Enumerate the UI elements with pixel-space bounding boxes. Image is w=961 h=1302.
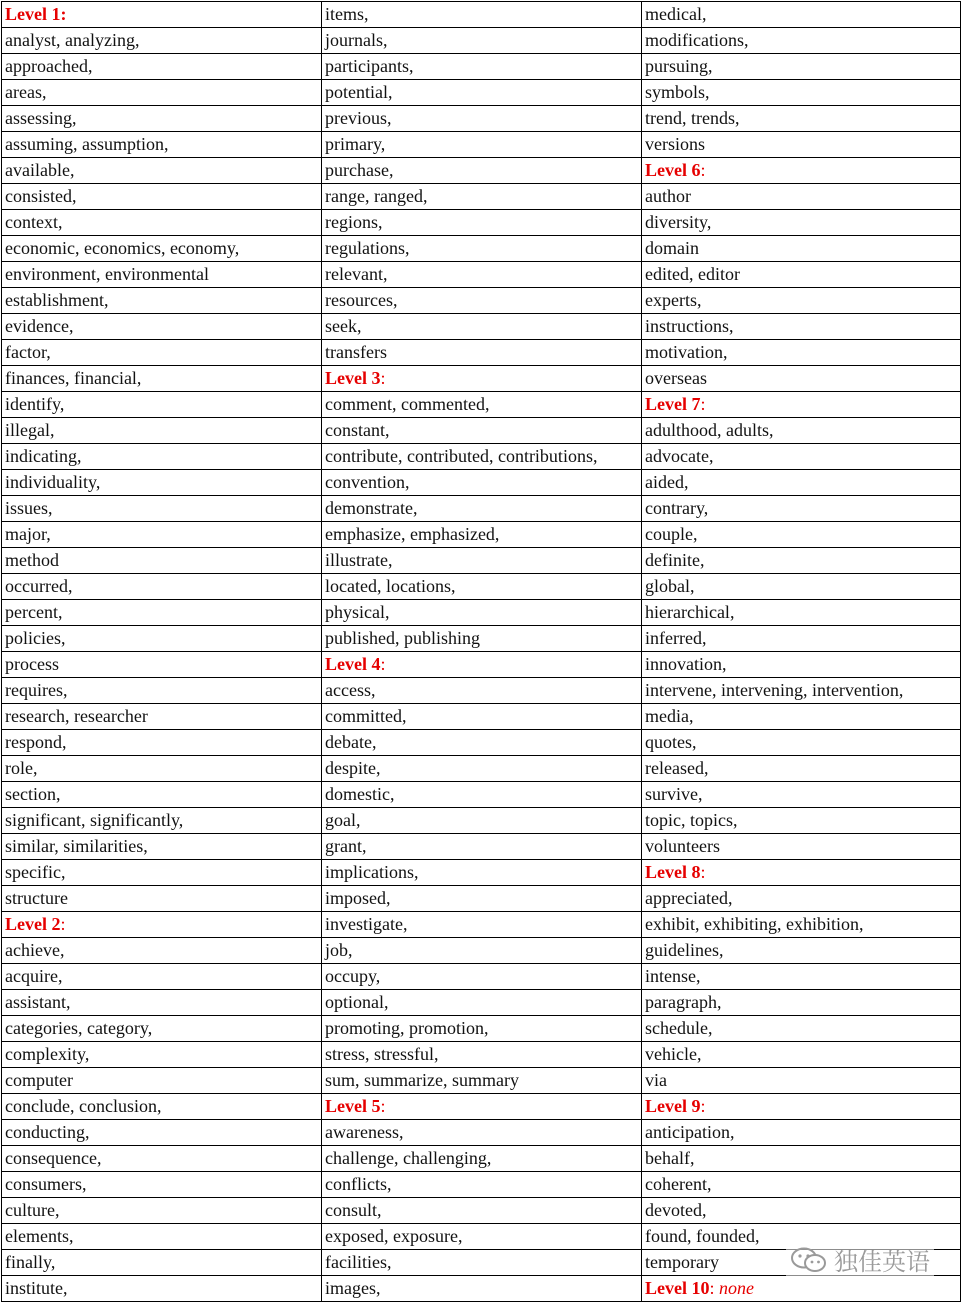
table-row: [2, 366, 961, 392]
word-cell: comment, commented,: [322, 392, 642, 418]
table-row: [2, 574, 961, 600]
word-cell: policies,: [2, 626, 322, 652]
word-cell: survive,: [642, 782, 961, 808]
level-heading-cell: [642, 392, 961, 418]
table-row: [2, 392, 961, 418]
table-row: [2, 418, 961, 444]
word-cell: evidence,: [2, 314, 322, 340]
word-cell: primary,: [322, 132, 642, 158]
level-separator: :: [700, 1096, 706, 1116]
word-cell: versions: [642, 132, 961, 158]
level-separator: :: [709, 1278, 720, 1298]
word-cell: exhibit, exhibiting, exhibition,: [642, 912, 961, 938]
table-row: [2, 106, 961, 132]
word-cell: stress, stressful,: [322, 1042, 642, 1068]
table-row: [2, 522, 961, 548]
word-cell: published, publishing: [322, 626, 642, 652]
word-cell: job,: [322, 938, 642, 964]
word-cell: anticipation,: [642, 1120, 961, 1146]
word-cell: illegal,: [2, 418, 322, 444]
word-cell: assessing,: [2, 106, 322, 132]
word-cell: edited, editor: [642, 262, 961, 288]
table-row: [2, 600, 961, 626]
word-cell: areas,: [2, 80, 322, 106]
word-cell: respond,: [2, 730, 322, 756]
word-cell: identify,: [2, 392, 322, 418]
word-cell: role,: [2, 756, 322, 782]
table-row: [2, 496, 961, 522]
word-cell: indicating,: [2, 444, 322, 470]
word-cell: implications,: [322, 860, 642, 886]
word-cell: complexity,: [2, 1042, 322, 1068]
watermark: [786, 1242, 934, 1277]
word-cell: occurred,: [2, 574, 322, 600]
word-cell: temporary: [642, 1250, 961, 1276]
level-separator: :: [380, 1096, 386, 1116]
level-label: Level 8: [645, 862, 701, 882]
word-cell: consult,: [322, 1198, 642, 1224]
word-cell: major,: [2, 522, 322, 548]
word-cell: definite,: [642, 548, 961, 574]
word-cell: despite,: [322, 756, 642, 782]
word-cell: participants,: [322, 54, 642, 80]
word-cell: quotes,: [642, 730, 961, 756]
word-cell: individuality,: [2, 470, 322, 496]
word-cell: computer: [2, 1068, 322, 1094]
word-cell: grant,: [322, 834, 642, 860]
level-separator: :: [380, 654, 386, 674]
table-row: [2, 652, 961, 678]
word-cell: constant,: [322, 418, 642, 444]
level-heading-cell: [2, 2, 322, 28]
word-cell: innovation,: [642, 652, 961, 678]
level-label: Level 10: [645, 1278, 710, 1298]
level-separator: :: [700, 160, 706, 180]
word-cell: seek,: [322, 314, 642, 340]
word-cell: located, locations,: [322, 574, 642, 600]
word-cell: found, founded,: [642, 1224, 961, 1250]
word-cell: debate,: [322, 730, 642, 756]
table-row: [2, 1120, 961, 1146]
word-cell: previous,: [322, 106, 642, 132]
word-cell: media,: [642, 704, 961, 730]
word-cell: emphasize, emphasized,: [322, 522, 642, 548]
level-heading-cell: [642, 1276, 961, 1302]
table-row: [2, 236, 961, 262]
word-cell: specific,: [2, 860, 322, 886]
word-cell: behalf,: [642, 1146, 961, 1172]
word-cell: consisted,: [2, 184, 322, 210]
word-cell: committed,: [322, 704, 642, 730]
word-cell: requires,: [2, 678, 322, 704]
word-cell: adulthood, adults,: [642, 418, 961, 444]
level-separator: :: [60, 4, 67, 24]
word-cell: contribute, contributed, contributions,: [322, 444, 642, 470]
word-cell: domestic,: [322, 782, 642, 808]
table-row: [2, 990, 961, 1016]
word-cell: regions,: [322, 210, 642, 236]
level-heading-cell: [322, 366, 642, 392]
level-heading-cell: [642, 860, 961, 886]
level-separator: :: [700, 862, 706, 882]
word-cell: available,: [2, 158, 322, 184]
word-cell: devoted,: [642, 1198, 961, 1224]
word-cell: transfers: [322, 340, 642, 366]
level-label: Level 4: [325, 654, 381, 674]
word-cell: section,: [2, 782, 322, 808]
word-cell: promoting, promotion,: [322, 1016, 642, 1042]
table-row: [2, 704, 961, 730]
word-cell: author: [642, 184, 961, 210]
table-row: [2, 28, 961, 54]
table-row: [2, 912, 961, 938]
table-row: [2, 132, 961, 158]
table-row: [2, 626, 961, 652]
table-row: [2, 938, 961, 964]
table-row: [2, 860, 961, 886]
table-row: [2, 1016, 961, 1042]
word-cell: global,: [642, 574, 961, 600]
level-label: Level 5: [325, 1096, 381, 1116]
word-cell: diversity,: [642, 210, 961, 236]
table-row: [2, 80, 961, 106]
word-cell: experts,: [642, 288, 961, 314]
word-cell: awareness,: [322, 1120, 642, 1146]
word-cell: motivation,: [642, 340, 961, 366]
table-row: [2, 548, 961, 574]
table-row: [2, 158, 961, 184]
word-cell: sum, summarize, summary: [322, 1068, 642, 1094]
wechat-icon: [790, 1246, 828, 1274]
word-cell: intervene, intervening, intervention,: [642, 678, 961, 704]
word-cell: symbols,: [642, 80, 961, 106]
table-row: [2, 262, 961, 288]
table-row: [2, 340, 961, 366]
word-cell: optional,: [322, 990, 642, 1016]
table-row: [2, 2, 961, 28]
table-row: [2, 210, 961, 236]
table-row: [2, 1094, 961, 1120]
table-row: [2, 964, 961, 990]
word-cell: facilities,: [322, 1250, 642, 1276]
level-label: Level 2: [5, 914, 61, 934]
table-row: [2, 1042, 961, 1068]
level-heading-cell: [322, 1094, 642, 1120]
word-cell: released,: [642, 756, 961, 782]
word-cell: overseas: [642, 366, 961, 392]
word-cell: institute,: [2, 1276, 322, 1302]
table-row: [2, 678, 961, 704]
word-cell: modifications,: [642, 28, 961, 54]
word-cell: acquire,: [2, 964, 322, 990]
table-row: [2, 886, 961, 912]
word-cell: analyst, analyzing,: [2, 28, 322, 54]
table-row: [2, 834, 961, 860]
word-cell: physical,: [322, 600, 642, 626]
table-row: [2, 1198, 961, 1224]
word-cell: paragraph,: [642, 990, 961, 1016]
word-cell: consumers,: [2, 1172, 322, 1198]
word-cell: purchase,: [322, 158, 642, 184]
word-cell: method: [2, 548, 322, 574]
word-cell: culture,: [2, 1198, 322, 1224]
table-row: [2, 1276, 961, 1302]
word-cell: assistant,: [2, 990, 322, 1016]
word-cell: range, ranged,: [322, 184, 642, 210]
word-cell: appreciated,: [642, 886, 961, 912]
word-cell: access,: [322, 678, 642, 704]
word-cell: resources,: [322, 288, 642, 314]
level-label: Level 3: [325, 368, 381, 388]
vocabulary-level-table: [1, 1, 961, 1302]
word-cell: inferred,: [642, 626, 961, 652]
word-cell: economic, economics, economy,: [2, 236, 322, 262]
table-row: [2, 54, 961, 80]
table-row: [2, 444, 961, 470]
word-cell: instructions,: [642, 314, 961, 340]
word-cell: occupy,: [322, 964, 642, 990]
word-cell: aided,: [642, 470, 961, 496]
word-cell: finances, financial,: [2, 366, 322, 392]
word-cell: environment, environmental: [2, 262, 322, 288]
word-cell: topic, topics,: [642, 808, 961, 834]
word-cell: couple,: [642, 522, 961, 548]
word-cell: domain: [642, 236, 961, 262]
word-cell: illustrate,: [322, 548, 642, 574]
word-cell: significant, significantly,: [2, 808, 322, 834]
word-cell: relevant,: [322, 262, 642, 288]
word-cell: items,: [322, 2, 642, 28]
word-cell: elements,: [2, 1224, 322, 1250]
word-cell: factor,: [2, 340, 322, 366]
word-cell: guidelines,: [642, 938, 961, 964]
watermark-label: 独佳英语: [834, 1248, 930, 1276]
word-cell: imposed,: [322, 886, 642, 912]
level-label: Level 7: [645, 394, 701, 414]
level-separator: :: [700, 394, 706, 414]
level-label: Level 1: [5, 4, 61, 24]
table-row: [2, 288, 961, 314]
table-row: [2, 470, 961, 496]
word-cell: hierarchical,: [642, 600, 961, 626]
word-cell: vehicle,: [642, 1042, 961, 1068]
level-separator: :: [60, 914, 66, 934]
word-cell: establishment,: [2, 288, 322, 314]
word-cell: consequence,: [2, 1146, 322, 1172]
level-separator: :: [380, 368, 386, 388]
level-label: Level 9: [645, 1096, 701, 1116]
word-cell: trend, trends,: [642, 106, 961, 132]
word-cell: assuming, assumption,: [2, 132, 322, 158]
table-row: [2, 184, 961, 210]
table-row: [2, 808, 961, 834]
word-cell: finally,: [2, 1250, 322, 1276]
word-cell: research, researcher: [2, 704, 322, 730]
table-row: [2, 756, 961, 782]
word-cell: journals,: [322, 28, 642, 54]
level-note: none: [719, 1278, 755, 1298]
table-row: [2, 730, 961, 756]
word-cell: similar, similarities,: [2, 834, 322, 860]
word-cell: coherent,: [642, 1172, 961, 1198]
word-cell: advocate,: [642, 444, 961, 470]
word-cell: medical,: [642, 2, 961, 28]
word-cell: intense,: [642, 964, 961, 990]
word-cell: conducting,: [2, 1120, 322, 1146]
word-cell: pursuing,: [642, 54, 961, 80]
word-cell: conflicts,: [322, 1172, 642, 1198]
word-cell: images,: [322, 1276, 642, 1302]
word-cell: contrary,: [642, 496, 961, 522]
word-cell: structure: [2, 886, 322, 912]
word-cell: investigate,: [322, 912, 642, 938]
word-cell: challenge, challenging,: [322, 1146, 642, 1172]
word-cell: schedule,: [642, 1016, 961, 1042]
word-cell: process: [2, 652, 322, 678]
level-label: Level 6: [645, 160, 701, 180]
table-row: [2, 314, 961, 340]
level-heading-cell: [2, 912, 322, 938]
word-cell: via: [642, 1068, 961, 1094]
word-cell: exposed, exposure,: [322, 1224, 642, 1250]
word-cell: demonstrate,: [322, 496, 642, 522]
word-cell: approached,: [2, 54, 322, 80]
level-heading-cell: [642, 158, 961, 184]
table-row: [2, 782, 961, 808]
table-body: [2, 2, 961, 1302]
table-row: [2, 1068, 961, 1094]
level-heading-cell: [322, 652, 642, 678]
word-cell: potential,: [322, 80, 642, 106]
word-cell: percent,: [2, 600, 322, 626]
word-cell: conclude, conclusion,: [2, 1094, 322, 1120]
word-cell: achieve,: [2, 938, 322, 964]
word-cell: issues,: [2, 496, 322, 522]
word-cell: categories, category,: [2, 1016, 322, 1042]
level-heading-cell: [642, 1094, 961, 1120]
word-cell: convention,: [322, 470, 642, 496]
word-cell: regulations,: [322, 236, 642, 262]
table-row: [2, 1172, 961, 1198]
table-row: [2, 1146, 961, 1172]
word-cell: goal,: [322, 808, 642, 834]
word-cell: volunteers: [642, 834, 961, 860]
word-cell: context,: [2, 210, 322, 236]
